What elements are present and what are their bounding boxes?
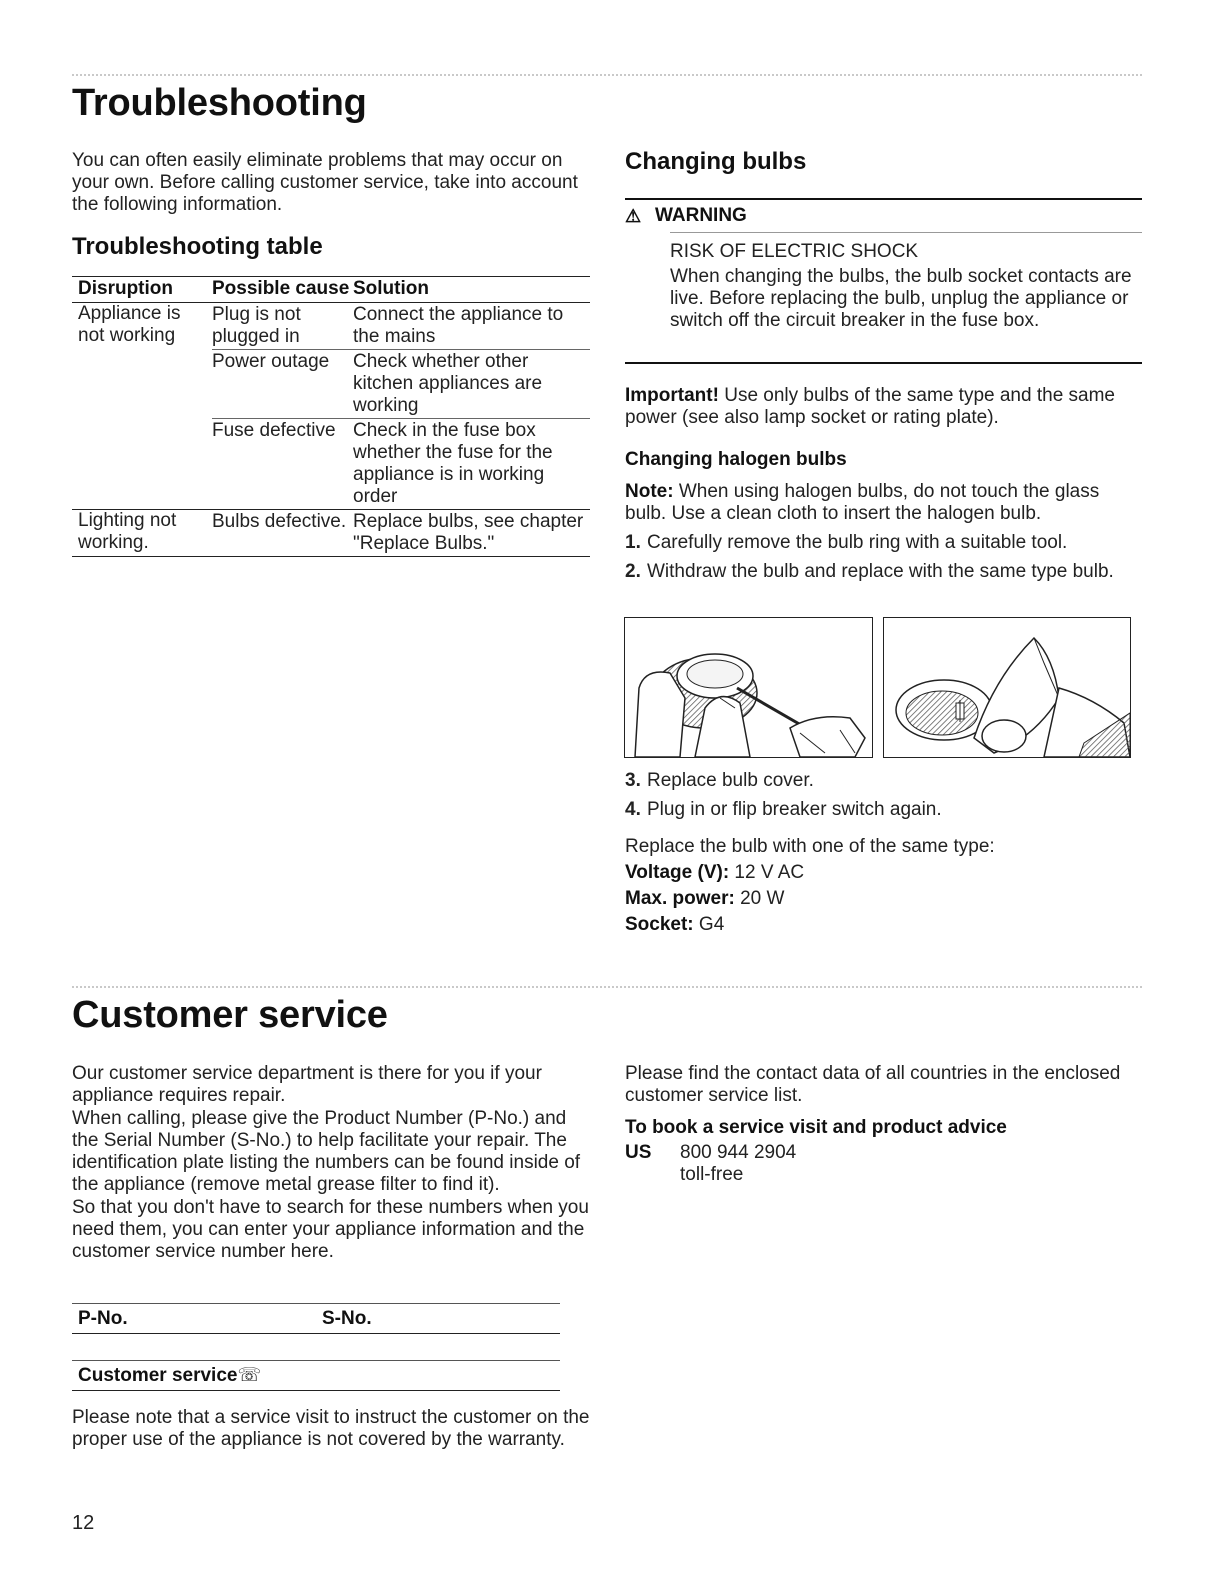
country-code: US	[625, 1142, 652, 1163]
disruption-cell: Lighting not working.	[78, 510, 177, 553]
troubleshooting-intro: You can often easily eliminate problems that may occur on your own. Before calling customer service, take into account the following information.	[72, 150, 578, 215]
list-item: 2. Withdraw the bulb and replace with the same type bulb.	[625, 561, 1114, 582]
illustration-replace-bulb	[883, 617, 1131, 758]
contact-text: Please find the contact data of all countries in the enclosed customer service list.	[625, 1063, 1121, 1106]
changing-bulbs-title: Changing bulbs	[625, 148, 807, 175]
book-service-title: To book a service visit and product advice	[625, 1117, 1007, 1138]
hand-bulb-illustration	[884, 618, 1130, 757]
table-row	[212, 349, 590, 418]
solution-cell: Replace bulbs, see chapter "Replace Bulbs."	[353, 511, 584, 554]
warning-body	[670, 241, 1142, 335]
page-number: 12	[72, 1512, 95, 1534]
spec-socket: Socket: G4	[625, 914, 725, 935]
header-disruption: Disruption	[78, 278, 173, 299]
table-row-group	[72, 510, 590, 557]
troubleshooting-title: Troubleshooting	[72, 82, 367, 124]
phone-number[interactable]: 800 944 2904	[680, 1142, 797, 1163]
cause-cell: Fuse defective	[212, 420, 336, 441]
warning-text: When changing the bulbs, the bulb socket contacts are live. Before replacing the bulb, unplug the appliance or switch off the circuit breaker in the fuse box.	[670, 266, 1132, 331]
section-divider	[72, 74, 1142, 76]
phone-icon: ☏	[237, 1365, 262, 1386]
section-divider	[72, 986, 1142, 988]
troubleshooting-table-title: Troubleshooting table	[72, 233, 323, 260]
warning-bottom-rule	[625, 362, 1142, 364]
table-row	[212, 303, 590, 349]
spec-voltage: Voltage (V): 12 V AC	[625, 862, 805, 883]
troubleshooting-table	[72, 276, 590, 557]
customer-service-title: Customer service	[72, 994, 388, 1036]
steps-list-a	[625, 532, 1115, 590]
list-item: 4. Plug in or flip breaker switch again.	[625, 799, 942, 820]
solution-cell: Check whether other kitchen appliances are working	[353, 351, 543, 416]
pno-label: P-No.	[78, 1308, 128, 1329]
header-solution: Solution	[353, 278, 429, 299]
solution-cell: Check in the fuse box whether the fuse for the appliance is in working order	[353, 420, 553, 507]
form-rule	[72, 1303, 560, 1304]
table-row	[212, 510, 590, 556]
customer-service-label: Customer service☏	[78, 1365, 262, 1386]
cause-cell: Power outage	[212, 351, 330, 372]
table-row-group	[72, 303, 590, 510]
tollfree-label: toll-free	[680, 1164, 744, 1185]
warning-title: ⚠ WARNING	[625, 205, 747, 226]
warning-heading: RISK OF ELECTRIC SHOCK	[670, 241, 919, 262]
replace-text: Replace the bulb with one of the same type:	[625, 836, 995, 857]
halogen-note: Note: When using halogen bulbs, do not touch the glass bulb. Use a clean cloth to insert the halogen bulb.	[625, 481, 1100, 524]
table-row	[212, 418, 590, 509]
solution-cell: Connect the appliance to the mains	[353, 304, 564, 347]
table-header	[72, 276, 590, 303]
spec-power: Max. power: 20 W	[625, 888, 785, 909]
cause-cell: Plug is not plugged in	[212, 304, 301, 347]
cause-cell: Bulbs defective.	[212, 511, 347, 532]
warning-top-rule	[625, 198, 1142, 200]
disruption-cell: Appliance is not working	[78, 303, 181, 346]
illustration-remove-ring	[624, 617, 873, 758]
important-note: Important! Use only bulbs of the same type and the same power (see also lamp socket or rating plate).	[625, 385, 1115, 428]
header-cause: Possible cause	[212, 278, 350, 299]
sno-label: S-No.	[322, 1308, 372, 1329]
steps-list-b	[625, 770, 1115, 828]
halogen-title: Changing halogen bulbs	[625, 449, 847, 470]
form-rule	[72, 1390, 560, 1391]
customer-service-text: Our customer service department is there for you if your appliance requires repair. When calling, please give the Product Number (P-No.) and the Serial Number (S-No.) to help facilitate your repair. The identification plate listing the numbers can be found inside of the appliance (remove metal grease filter to find it). So that you don't have to search for these numbers when you need them, you can enter your appliance information and the customer service number here.	[72, 1063, 589, 1262]
hand-tool-illustration	[625, 618, 872, 757]
form-rule	[72, 1333, 560, 1334]
bulb-specs	[625, 834, 1140, 938]
list-item: 1. Carefully remove the bulb ring with a suitable tool.	[625, 532, 1068, 553]
warning-triangle-icon: ⚠	[625, 205, 642, 226]
list-item: 3. Replace bulb cover.	[625, 770, 814, 791]
warranty-note: Please note that a service visit to instruct the customer on the proper use of the appliance is not covered by the warranty.	[72, 1407, 590, 1450]
warning-sub-rule	[670, 232, 1142, 233]
form-rule	[72, 1360, 560, 1361]
